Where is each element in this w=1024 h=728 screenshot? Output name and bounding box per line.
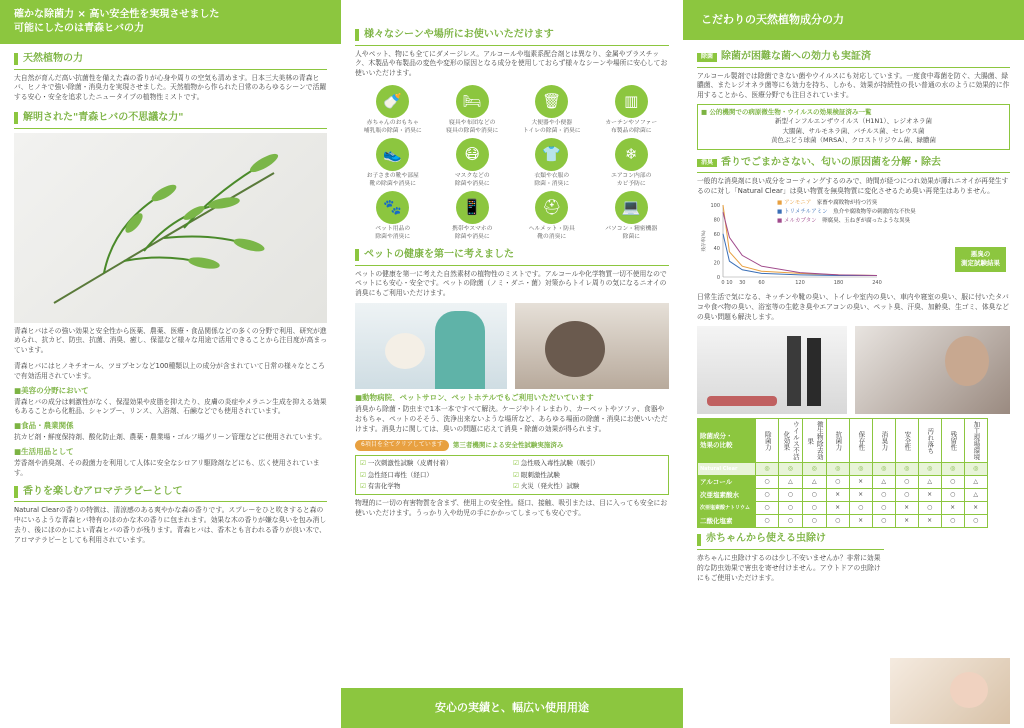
usage-item xyxy=(355,191,431,242)
table-cell: △ xyxy=(872,476,895,489)
vet-photo xyxy=(355,303,507,389)
legend-entry xyxy=(777,208,916,217)
table-corner: 除菌成分・ 効果の比較 xyxy=(698,419,756,463)
y-tick-label: 60 xyxy=(713,231,720,238)
usage-icon: ❄ xyxy=(615,138,648,171)
legend-desc: 魚介や腐敗物等の刺激的な不快臭 xyxy=(833,208,916,215)
legend-name: アンモニア xyxy=(783,199,817,206)
table-row xyxy=(698,489,988,502)
table-cell: ○ xyxy=(779,502,803,515)
safety-check-item: ☑ 有害化学物 xyxy=(360,482,511,491)
usage-item xyxy=(435,138,511,189)
usage-label: ヘルメット・防具 靴の消臭に xyxy=(528,226,575,240)
table-cell: △ xyxy=(779,476,803,489)
table-col-header: 保存性 xyxy=(849,419,872,463)
vet-shape xyxy=(435,311,485,389)
grooming-photo xyxy=(515,303,669,389)
deodorize-text: 一般的な消臭剤に良い成分をコーティングするのみで、時間が経つにつれ効果が薄れニオイが再発生するのに対し「Natural Clear」は臭い物質を無臭物質に変化させるため臭い再発生はありません。 xyxy=(697,177,1009,196)
odor-photos xyxy=(697,326,1010,414)
heading-bar-icon xyxy=(14,112,18,124)
odor-chart-area xyxy=(697,199,1010,291)
heading-pet-health: ペットの健康を第一に考えました xyxy=(355,248,669,266)
table-cell: × xyxy=(826,502,849,515)
table-cell: ○ xyxy=(849,502,872,515)
legend-swatch: ■ xyxy=(777,199,784,206)
column2-footer-band: 安心の実績と、幅広い使用用途 xyxy=(341,688,683,728)
baby-face-shape xyxy=(950,672,988,708)
table-cell: ○ xyxy=(756,502,779,515)
table-col-header: 消臭力 xyxy=(872,419,895,463)
x-tick-label: 180 xyxy=(833,279,844,286)
daily-text: 芳香剤や消臭剤、その殺菌力を利用して人体に安全なシロアリ駆除剤などにも、広く使用されています。 xyxy=(14,458,320,477)
usage-icon: 👕 xyxy=(535,138,568,171)
usage-label: 携帯やスマホの 除菌や消臭に xyxy=(452,226,493,240)
column1-header-band: 確かな除菌力 × 高い安全性を実現させました 可能にしたのは青森ヒバの力 xyxy=(0,0,341,44)
table-cell: ○ xyxy=(756,489,779,502)
chart-legend xyxy=(777,199,916,225)
table-cell: ◎ xyxy=(872,463,895,476)
scenes-text: 人やペット、物にも全てにダメージレス。アルコールや塩素系配合剤とは異なり、金属やプラスチック、木製品や布製品の変色や変形の原因となる成分を使用しておらず様々なシーンや場所に安心してお使いいただけます。 xyxy=(355,49,668,78)
usage-label: 寝具や布団などの 寝具の除菌や消臭に xyxy=(446,120,499,134)
table-cell: ◎ xyxy=(849,463,872,476)
y-tick-label: 80 xyxy=(713,217,720,224)
usage-icon: 🗑 xyxy=(535,85,568,118)
table-cell: ◎ xyxy=(918,463,941,476)
x-tick-label: 60 xyxy=(758,279,765,286)
x-tick-label: 0 xyxy=(721,279,725,286)
table-cell: × xyxy=(895,502,918,515)
table-cell: ○ xyxy=(802,489,826,502)
shoes-shape xyxy=(707,396,777,406)
disinfect-text: アルコール製剤では除菌できない菌やウイルスにも対応しています。一度食中毒菌を防ぐ、大腸菌、緑膿菌、またレジオネラ菌等にも効力を持ち、しかも、効果が持続性の長い普通の水のように効果的に作用することから、医療分野でも注目されています。 xyxy=(697,71,1010,100)
table-cell: ○ xyxy=(964,515,987,528)
usage-item xyxy=(594,138,670,189)
usage-icon: 💻 xyxy=(615,191,648,224)
safety-check-item: ☑ 急性吸入毒性試験（吸引） xyxy=(513,459,664,468)
legend-name: メルカプタン xyxy=(783,217,823,224)
table-col-header: 微生物除去効果 xyxy=(802,419,826,463)
table-cell: △ xyxy=(802,476,826,489)
usage-label: エアコン内部の カビ予防に xyxy=(611,173,652,187)
heading-hiba-power: 解明された"青森ヒバの不思議な力" xyxy=(14,111,327,129)
x-tick-label: 120 xyxy=(795,279,805,286)
usage-item xyxy=(514,85,590,136)
boot-shape xyxy=(787,336,801,406)
safety-check-item: ☑ 急性経口毒性（経口） xyxy=(360,471,511,480)
heading-scenes: 様々なシーンや場所にお使いいただけます xyxy=(355,28,669,46)
usage-icon: 😷 xyxy=(456,138,489,171)
table-cell: △ xyxy=(964,476,987,489)
usage-icon: 🛏 xyxy=(456,85,489,118)
table-cell: ◎ xyxy=(895,463,918,476)
six-items-badge: 6項目を全てクリアしています xyxy=(355,440,449,451)
heading-aroma: 香りを楽しむアロマテラピーとして xyxy=(14,485,327,503)
usage-label: パソコン・精密機器 除菌に xyxy=(605,226,658,240)
usage-item xyxy=(355,85,431,136)
food-subheading: ■食品・農業関係 xyxy=(14,421,74,431)
usage-label: 赤ちゃんのおもちゃ 哺乳瓶の除菌・消臭に xyxy=(363,120,422,134)
y-tick-label: 20 xyxy=(713,260,720,267)
usage-icon: 🐾 xyxy=(376,191,409,224)
usage-item xyxy=(594,85,670,136)
boot-shape-2 xyxy=(807,338,821,406)
table-cell: × xyxy=(964,502,987,515)
table-col-header: 除菌力 xyxy=(756,419,779,463)
usage-item xyxy=(435,85,511,136)
beauty-text: 青森ヒバの成分は刺激性がなく、保湿効果や皮脂を抑えたり、皮膚の炎症やメラニン生成を抑える効果もあることから化粧品、シャンプー、リンス、入浴剤、石鹸などでも使用されています。 xyxy=(14,397,327,416)
table-cell: △ xyxy=(964,489,987,502)
cypress-leaf-icon xyxy=(14,133,327,323)
usage-label: マスクなどの 除菌や消臭に xyxy=(454,173,490,187)
table-cell: ○ xyxy=(756,476,779,489)
safety-check-item: ☑ 火災（発火性）試験 xyxy=(513,482,664,491)
table-col-header: 汚れ落ち xyxy=(918,419,941,463)
table-cell: × xyxy=(941,502,964,515)
usage-icon: ⛑ xyxy=(535,191,568,224)
table-row-header: 次亜塩素酸水 xyxy=(698,489,756,502)
natural-power-text: 大自然が育んだ高い抗菌性を備えた森の香りが心身や周りの空気も清めます。日本三大美林の青森ヒバ、ヒノキで強い除菌・消臭力を実現させました。天然植物から作られた日常のあらゆるシーンで活躍する安心・安全を追求したニュータイプの植物性ミストです。 xyxy=(14,73,327,102)
smoker-photo xyxy=(855,326,1010,414)
usage-label: ペット用品の 除菌や消臭に xyxy=(375,226,411,240)
pet-business-subheading: ■動物病院、ペットサロン、ペットホテルでもご利用いただいています xyxy=(355,393,594,403)
table-cell: ○ xyxy=(941,489,964,502)
safety-text: 物理的に一切の有害物質を含まず、使用上の安全性。経口、接触、吸引または、目に入っても安全にお使いいただけます。うっかり入や幼児の手にかかってしまっても安心です。 xyxy=(355,499,668,518)
hiba-power-text: 青森ヒバはその強い効果と安全性から医薬、農薬、医療・食品関係などの多くの分野で利用、研究が進められ、抗カビ、防虫、抗菌、消臭、癒し、保湿など様々な用途で活用できることから注目度が高まっています。 xyxy=(14,326,327,355)
heading-natural-power: 天然植物の力 xyxy=(14,52,327,70)
table-cell: ○ xyxy=(756,515,779,528)
table-row-header: 二酸化塩素 xyxy=(698,515,756,528)
table-cell: ○ xyxy=(872,502,895,515)
y-tick-label: 40 xyxy=(713,246,720,253)
table-cell: ○ xyxy=(918,502,941,515)
safety-tags xyxy=(355,440,669,451)
heading-bar-icon xyxy=(697,534,701,546)
bug-repellent-text: 赤ちゃんに虫除けするのは少し不安いませんか？非常に効果的な防虫効果で害虫を寄せ付けません。アウトドアの虫除けにもご使用いただけます。 xyxy=(697,553,881,582)
legend-desc: 卵腐臭、玉ねぎが腐ったような異臭 xyxy=(822,217,911,224)
usage-icon-grid xyxy=(355,85,669,242)
verified-line-1: 新型インフルエンザウイルス（H1N1）、レジオネラ菌 xyxy=(775,117,932,126)
daily-subheading: ■生活用品として xyxy=(14,447,74,457)
table-cell: ○ xyxy=(895,476,918,489)
baby-photo xyxy=(890,658,1010,724)
x-tick-label: 240 xyxy=(872,279,882,286)
disinfect-tag: 除菌 xyxy=(697,53,717,62)
usage-item xyxy=(355,138,431,189)
usage-icon: ▥ xyxy=(615,85,648,118)
aroma-text: Natural Clearの香りの特徴は、清涼感のある爽やかな森の香りです。スプレーをひと吹きすると森の中にいるような青森ヒバ特有のほのかな木の香りに包まれます。効果な木の香りが嫌な臭いを包み消し去り、後にほのかによい青森ヒバの香りが残ります。青森ヒバは、香木とも言われる香りが良い木で、アロマテラピーとしても利用されています。 xyxy=(14,506,327,544)
table-col-header: ウイルス不活化効果 xyxy=(779,419,803,463)
pet-business-text: 消臭から除菌・防虫まで1本一本ですべて解決。ケージやトイレまわり、カーペットやソファ、食器やおもちゃ、ペットのそそう、洗浄出来ないような場所など、あらゆる場面の除菌・消臭にお使いいただけます。消臭力に関しては、臭いの問題に応えて消臭・除菌の効果が得られます。 xyxy=(355,404,668,433)
safety-check-item: ☑ 眼刺激性試験 xyxy=(513,471,664,480)
series-line xyxy=(723,234,877,276)
y-tick-label: 100 xyxy=(710,202,720,209)
usage-label: 衣類や衣服の 除菌・消臭に xyxy=(534,173,570,187)
table-cell: × xyxy=(849,476,872,489)
table-row xyxy=(698,476,988,489)
table-cell: ◎ xyxy=(779,463,803,476)
dog-shape xyxy=(385,333,425,369)
table-cell: ○ xyxy=(779,515,803,528)
table-cell: ○ xyxy=(826,515,849,528)
legend-entry xyxy=(777,199,916,208)
legend-name: トリメチルアミン xyxy=(783,208,834,215)
heading-bar-icon xyxy=(14,53,18,65)
safety-checklist xyxy=(355,455,669,495)
usage-item xyxy=(514,138,590,189)
usage-icon: 📱 xyxy=(456,191,489,224)
table-col-header: 加工現場環境 xyxy=(964,419,987,463)
table-cell: ○ xyxy=(941,515,964,528)
table-cell: ◎ xyxy=(941,463,964,476)
odor-problems-text: 日常生活で気になる、キッチンや靴の臭い、トイレや室内の臭い、車内や寝室の臭い、服に付いたタバコや食べ物の臭い、浴室等の生乾き臭やエアコンの臭い、ペット臭、汗臭、加齢臭、生ゴミ、体臭などの臭い問題も解決します。 xyxy=(697,292,1010,321)
verified-line-3: 黄色ぶどう球菌（MRSA）、クロストリジウム菌、緑膿菌 xyxy=(770,136,936,145)
table-row-header: アルコール xyxy=(698,476,756,489)
heading-deodorize: 消臭 香りでごまかさない、匂いの原因菌を分解・除去 xyxy=(697,156,1010,174)
comparison-table xyxy=(697,418,988,528)
table-cell: × xyxy=(918,515,941,528)
cypress-leaf-photo xyxy=(14,133,327,323)
beauty-subheading: ■美容の分野において xyxy=(14,385,89,395)
heading-bar-icon xyxy=(355,249,359,261)
table-row xyxy=(698,502,988,515)
legend-entry xyxy=(777,217,916,226)
chart-result-label: 悪臭の 測定試験結果 xyxy=(955,247,1006,272)
table-cell: × xyxy=(849,489,872,502)
usage-icon: 🍼 xyxy=(376,85,409,118)
pet-health-text: ペットの健康を第一に考えた自然素材の植物性のミストです。アルコールや化学物質一切不使用なのでペットにも安心・安全です。ペットの除菌（ノミ・ダニ・菌）対策からトイレ周りの気になるニオイの消臭にもご利用いただけます。 xyxy=(355,269,667,298)
heading-bug-repellent: 赤ちゃんから使える虫除け xyxy=(697,532,884,550)
table-cell: ◎ xyxy=(826,463,849,476)
table-cell: × xyxy=(895,515,918,528)
food-text: 抗カビ剤・鮮度保持剤、酸化防止剤、農薬・農業場・ゴルフ場グリーン管理などに使用されています。 xyxy=(14,433,326,442)
table-cell: ○ xyxy=(872,515,895,528)
table-cell: ◎ xyxy=(802,463,826,476)
hiba-components-text: 青森ヒバにはヒノキチオール、ツヨプセンなど100種類以上の成分が含まれていて日常の様々なところで有効活用されています。 xyxy=(14,362,325,380)
x-tick-label: 30 xyxy=(739,279,746,286)
table-cell: ◎ xyxy=(964,463,987,476)
table-cell: × xyxy=(826,489,849,502)
column-2 xyxy=(341,0,683,728)
legend-swatch: ■ xyxy=(777,217,784,224)
table-cell: ○ xyxy=(779,489,803,502)
legend-desc: 家畜や腐敗物が持つ汚臭 xyxy=(816,199,878,206)
poodle-shape xyxy=(545,321,605,377)
table-cell: ○ xyxy=(895,489,918,502)
heading-disinfect: 除菌 除菌が困難な菌への効力も実証済 xyxy=(697,50,1010,68)
usage-icon: 👟 xyxy=(376,138,409,171)
heading-bar-icon xyxy=(14,486,18,498)
table-cell: ○ xyxy=(872,489,895,502)
table-col-header: 抗菌力 xyxy=(826,419,849,463)
y-axis-label: 残存率(%) xyxy=(702,230,707,252)
table-cell: ○ xyxy=(802,502,826,515)
usage-label: 大便器や小便器 トイレの除菌・消臭に xyxy=(522,120,581,134)
face-shape xyxy=(945,336,989,386)
usage-item xyxy=(594,191,670,242)
pet-photos xyxy=(355,303,669,389)
heading-bar-icon xyxy=(355,29,359,41)
table-row xyxy=(698,463,988,476)
column-3 xyxy=(683,0,1024,728)
table-row xyxy=(698,515,988,528)
table-row-header: Natural Clear xyxy=(698,463,756,476)
deodorize-tag: 消臭 xyxy=(697,159,717,168)
usage-label: カーテンやソファー 布製品の除菌に xyxy=(605,120,658,134)
usage-item xyxy=(435,191,511,242)
table-cell: ○ xyxy=(802,515,826,528)
verified-list-box xyxy=(697,104,1010,150)
verified-line-2: 大腸菌、サルモネラ菌、バチルス菌、セレウス菌 xyxy=(782,126,925,135)
legend-swatch: ■ xyxy=(777,208,784,215)
x-tick-label: 10 xyxy=(726,279,733,286)
table-cell: ○ xyxy=(941,476,964,489)
table-cell: △ xyxy=(918,476,941,489)
verified-list-title: ■ 公的機関での病原微生物・ウイルスの効果検証済み一覧 xyxy=(701,108,872,117)
shoes-photo xyxy=(697,326,847,414)
third-party-label: 第三者機関による安全性試験実施済み xyxy=(452,441,564,450)
usage-label: お子さまの靴や部屋 靴の除菌や消臭に xyxy=(366,173,419,187)
table-cell: × xyxy=(849,515,872,528)
column3-header-band: こだわりの天然植物成分の力 xyxy=(683,0,1024,40)
table-cell: ○ xyxy=(826,476,849,489)
table-row-header: 次亜塩素酸ナトリウム xyxy=(698,502,756,515)
y-tick-label: 0 xyxy=(716,274,720,281)
usage-item xyxy=(514,191,590,242)
column-1 xyxy=(0,0,341,728)
table-cell: ◎ xyxy=(756,463,779,476)
table-col-header: 安全性 xyxy=(895,419,918,463)
safety-check-item: ☑ 一次刺激性試験（皮膚付着） xyxy=(360,459,511,468)
table-col-header: 残留性 xyxy=(941,419,964,463)
table-cell: × xyxy=(918,489,941,502)
